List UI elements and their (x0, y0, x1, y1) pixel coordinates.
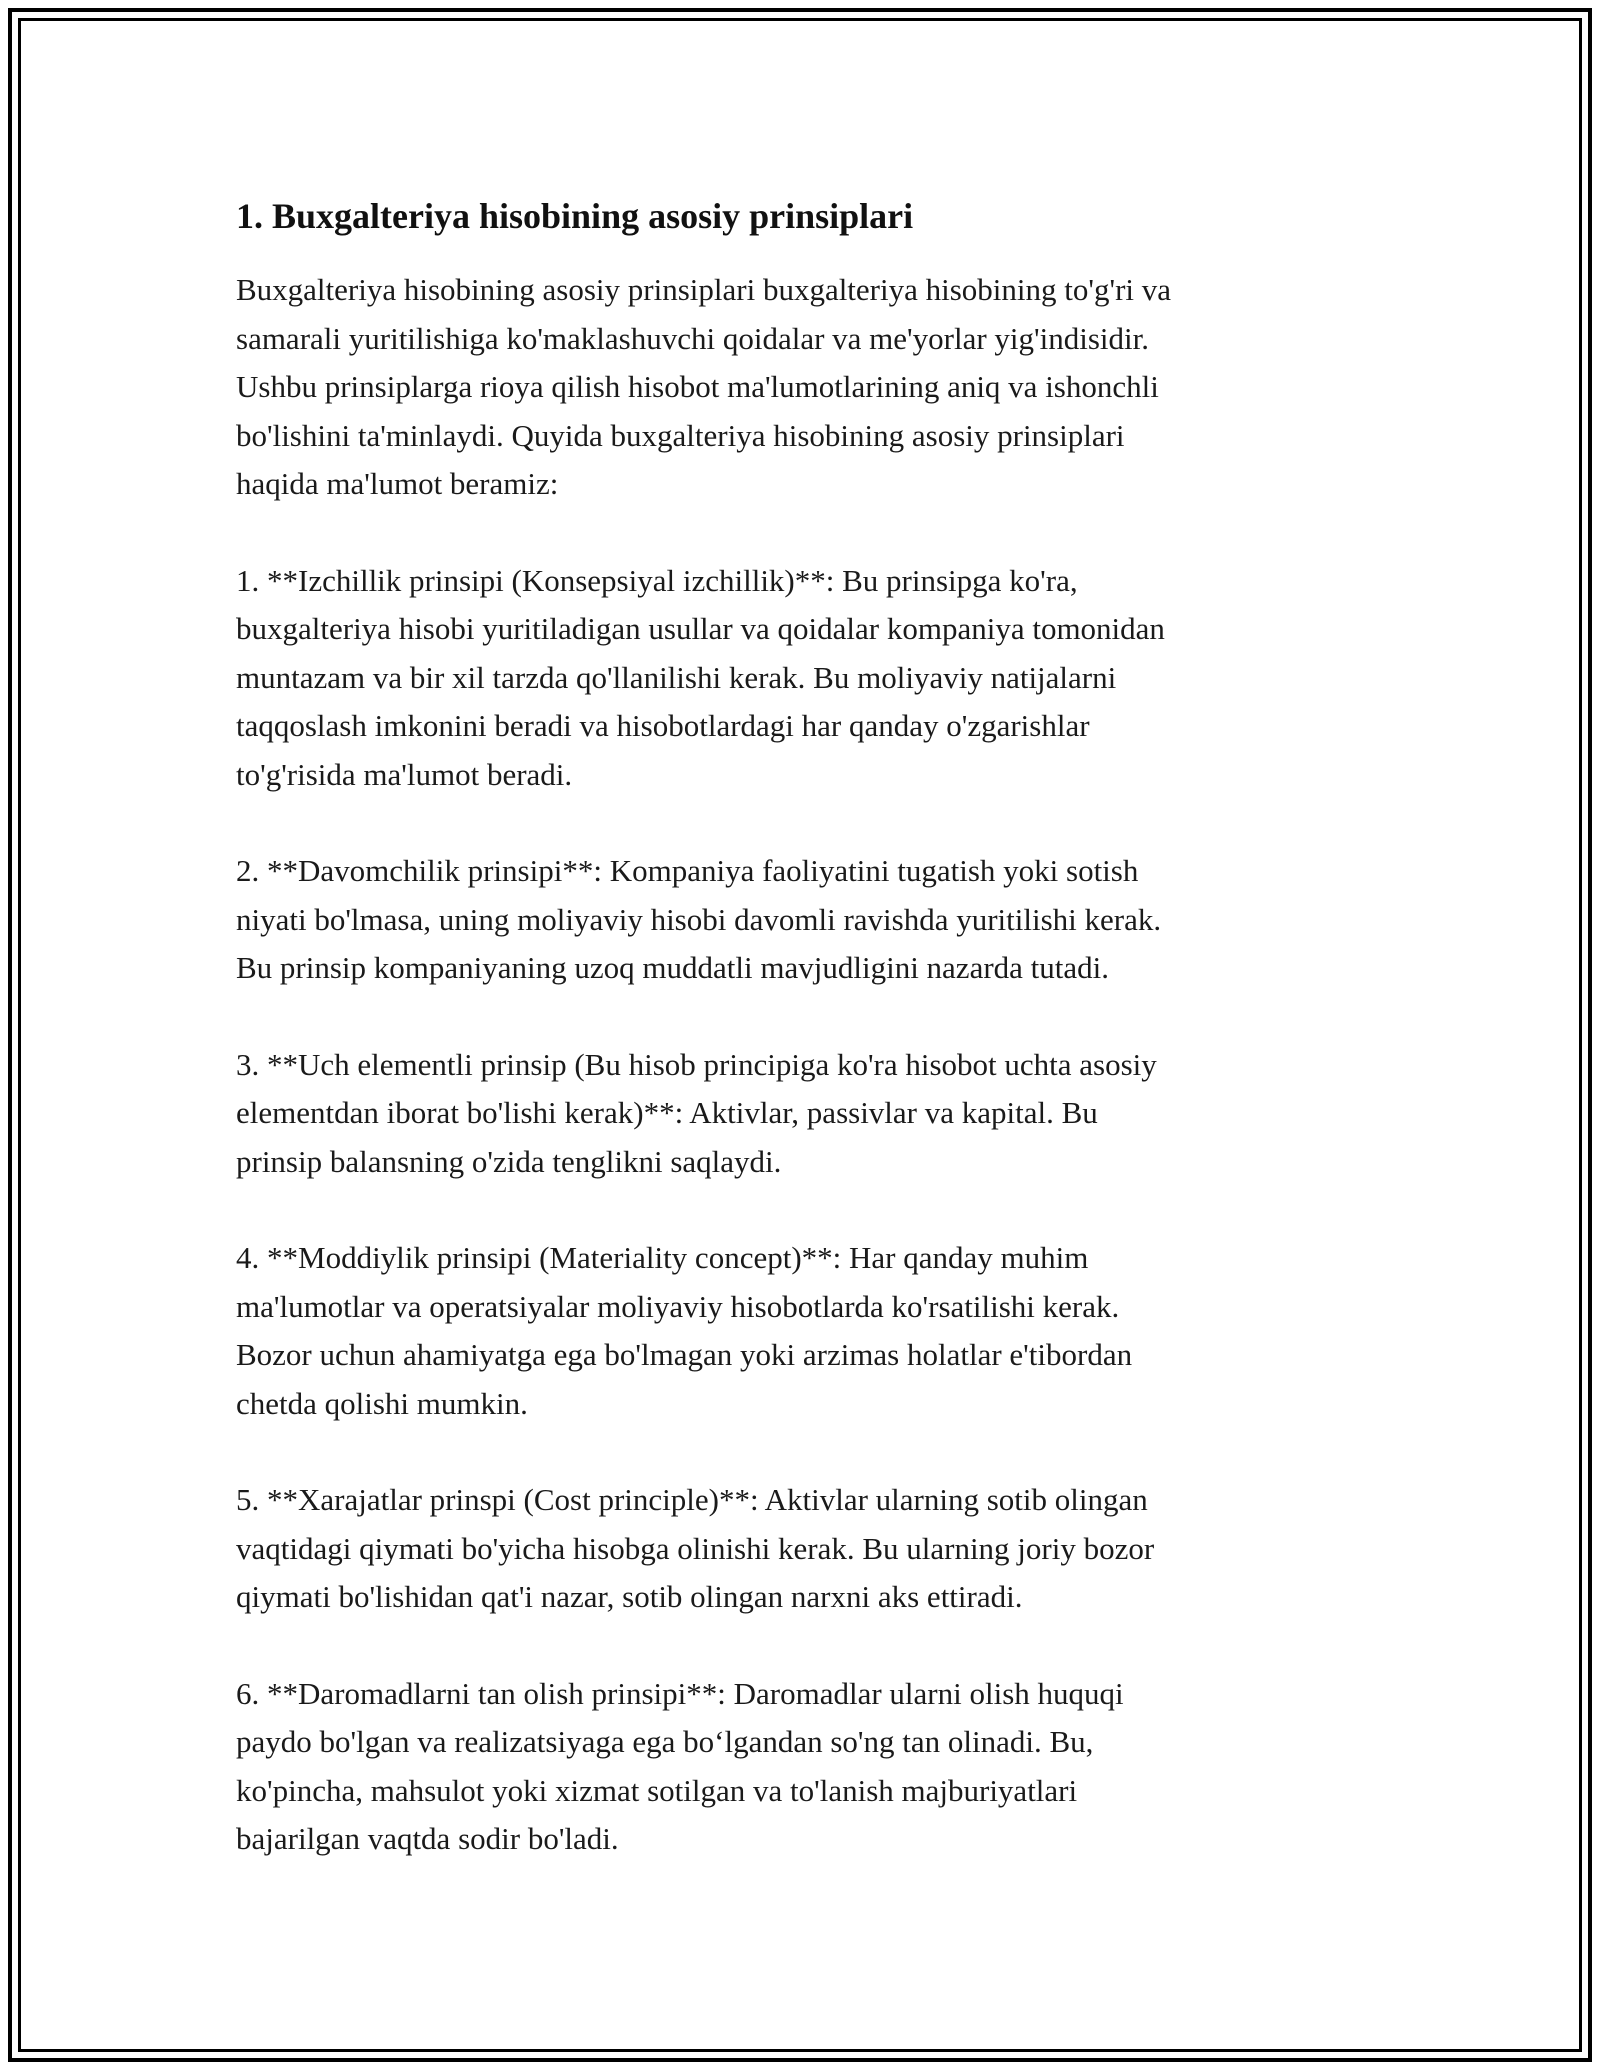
principle-item-6: 6. **Daromadlarni tan olish prinsipi**: Daromadlar ularni olish huquqi paydo bo'lgan va realizatsiyaga ega bo‘lgandan so'ng tan olinadi. Bu, ko'pincha, mahsulot yoki xizmat sotilgan va to'lanish majburiyatlari bajarilgan vaqtda sodir bo'ladi. (236, 1675, 1124, 1856)
document-title: 1. Buxgalteriya hisobining asosiy prinsiplari (236, 196, 914, 236)
principle-item-2: 2. **Davomchilik prinsipi**: Kompaniya faoliyatini tugatish yoki sotish niyati bo'lmasa, uning moliyaviy hisobi davomli ravishda yuritilishi kerak. Bu prinsip kompaniyaning uzoq muddatli mavjudligini nazarda tutadi. (236, 853, 1162, 985)
intro-paragraph: Buxgalteriya hisobining asosiy prinsiplari buxgalteriya hisobining to'g'ri va samarali yuritilishiga ko'maklashuvchi qoidalar va me'yorlar yig'indisidir. Ushbu prinsiplarga rioya qilish hisobot ma'lumotlarining aniq va ishonchli bo'lishini ta'minlaydi. Quyida buxgalteriya hisobining asosiy prinsiplari haqida ma'lumot beramiz: (236, 272, 1172, 501)
principle-item-4: 4. **Moddiylik prinsipi (Materiality concept)**: Har qanday muhim ma'lumotlar va operatsiyalar moliyaviy hisobotlarda ko'rsatilishi kerak. Bozor uchun ahamiyatga ega bo'lmagan yoki arzimas holatlar e'tibordan chetda qolishi mumkin. (236, 1240, 1133, 1421)
principle-item-3: 3. **Uch elementli prinsip (Bu hisob principiga ko'ra hisobot uchta asosiy elementdan iborat bo'lishi kerak)**: Aktivlar, passivlar va kapital. Bu prinsip balansning o'zida tenglikni saqlaydi. (236, 1046, 1157, 1179)
principle-item-5: 5. **Xarajatlar prinspi (Cost principle)**: Aktivlar ularning sotib olingan vaqtidagi qiymati bo'yicha hisobga olinishi kerak. Bu ularning joriy bozor qiymati bo'lishidan qat'i nazar, sotib olingan narxni aks ettiradi. (236, 1482, 1155, 1614)
document-body (236, 190, 1396, 1912)
principle-item-1: 1. **Izchillik prinsipi (Konsepsiyal izchillik)**: Bu prinsipga ko'ra, buxgalteriya hisobi yuritiladigan usullar va qoidalar kompaniya tomonidan muntazam va bir xil tarzda qo'llanilishi kerak. Bu moliyaviy natijalarni taqqoslash imkonini beradi va hisobotlardagi har qanday o'zgarishlar to'g'risida ma'lumot beradi. (236, 562, 1165, 792)
